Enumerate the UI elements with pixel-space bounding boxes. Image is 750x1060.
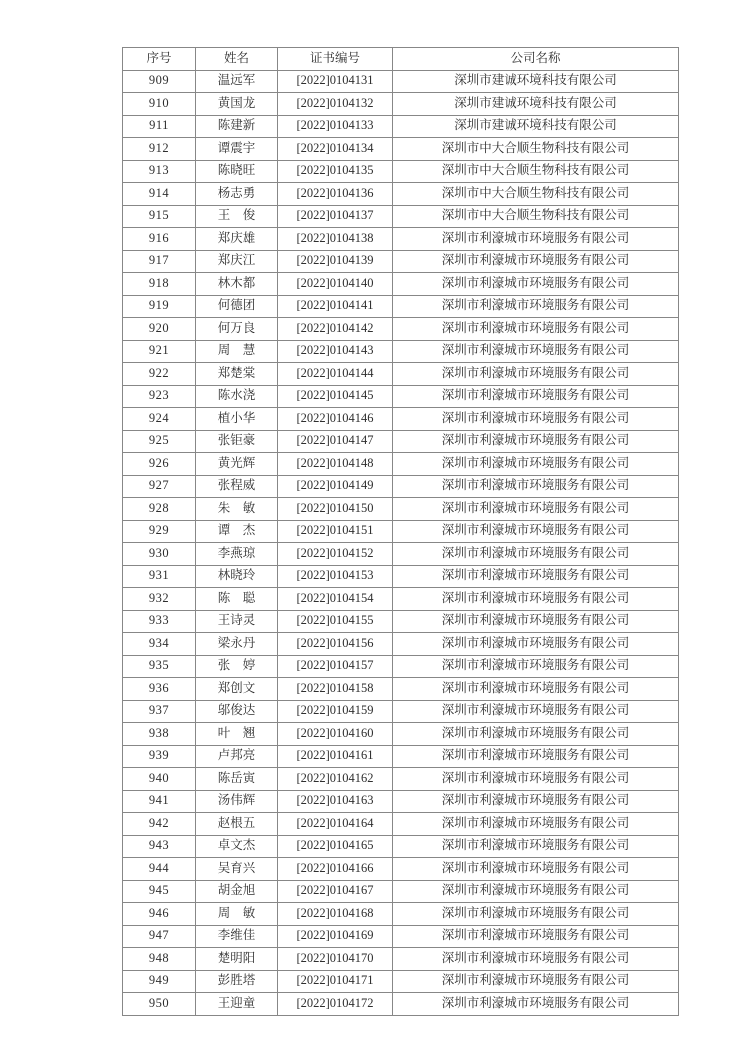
cell-name: 胡金旭 bbox=[196, 880, 278, 903]
cell-serial: 941 bbox=[123, 790, 196, 813]
table-row bbox=[123, 408, 679, 431]
cell-serial: 943 bbox=[123, 835, 196, 858]
cell-name: 郑创文 bbox=[196, 678, 278, 701]
cell-company: 深圳市利濠城市环境服务有限公司 bbox=[393, 520, 679, 543]
cell-serial: 930 bbox=[123, 543, 196, 566]
cell-serial: 918 bbox=[123, 273, 196, 296]
cell-company: 深圳市利濠城市环境服务有限公司 bbox=[393, 880, 679, 903]
cell-cert: [2022]0104162 bbox=[278, 768, 393, 791]
cell-serial: 932 bbox=[123, 588, 196, 611]
cell-company: 深圳市利濠城市环境服务有限公司 bbox=[393, 768, 679, 791]
header-person-name: 姓名 bbox=[196, 48, 278, 71]
header-company-name: 公司名称 bbox=[393, 48, 679, 71]
cell-company: 深圳市利濠城市环境服务有限公司 bbox=[393, 745, 679, 768]
cell-cert: [2022]0104168 bbox=[278, 903, 393, 926]
cell-company: 深圳市利濠城市环境服务有限公司 bbox=[393, 318, 679, 341]
table-row bbox=[123, 475, 679, 498]
cell-name: 梁永丹 bbox=[196, 633, 278, 656]
cell-company: 深圳市建诚环境科技有限公司 bbox=[393, 70, 679, 93]
cell-company: 深圳市建诚环境科技有限公司 bbox=[393, 93, 679, 116]
table-row bbox=[123, 723, 679, 746]
cell-name: 陈晓旺 bbox=[196, 160, 278, 183]
cell-name: 吴育兴 bbox=[196, 858, 278, 881]
cell-serial: 928 bbox=[123, 498, 196, 521]
cell-cert: [2022]0104166 bbox=[278, 858, 393, 881]
cell-serial: 938 bbox=[123, 723, 196, 746]
cell-name: 谭震宇 bbox=[196, 138, 278, 161]
cell-serial: 936 bbox=[123, 678, 196, 701]
cell-name: 张 婷 bbox=[196, 655, 278, 678]
table-row bbox=[123, 273, 679, 296]
cell-cert: [2022]0104163 bbox=[278, 790, 393, 813]
table-row bbox=[123, 993, 679, 1016]
cell-serial: 925 bbox=[123, 430, 196, 453]
cell-company: 深圳市利濠城市环境服务有限公司 bbox=[393, 498, 679, 521]
table-row bbox=[123, 745, 679, 768]
cell-name: 周 敏 bbox=[196, 903, 278, 926]
cell-cert: [2022]0104172 bbox=[278, 993, 393, 1016]
cell-serial: 950 bbox=[123, 993, 196, 1016]
cell-cert: [2022]0104159 bbox=[278, 700, 393, 723]
cell-name: 彭胜塔 bbox=[196, 970, 278, 993]
cell-serial: 923 bbox=[123, 385, 196, 408]
cell-name: 张钜豪 bbox=[196, 430, 278, 453]
cell-serial: 914 bbox=[123, 183, 196, 206]
table-row bbox=[123, 115, 679, 138]
cell-name: 陈水浇 bbox=[196, 385, 278, 408]
cell-serial: 909 bbox=[123, 70, 196, 93]
cell-name: 林木都 bbox=[196, 273, 278, 296]
table-header-row bbox=[123, 48, 679, 71]
cell-name: 王迎童 bbox=[196, 993, 278, 1016]
cell-name: 谭 杰 bbox=[196, 520, 278, 543]
cell-name: 叶 翘 bbox=[196, 723, 278, 746]
cell-company: 深圳市利濠城市环境服务有限公司 bbox=[393, 250, 679, 273]
cell-company: 深圳市中大合顺生物科技有限公司 bbox=[393, 160, 679, 183]
table-row bbox=[123, 430, 679, 453]
cell-serial: 921 bbox=[123, 340, 196, 363]
cell-company: 深圳市利濠城市环境服务有限公司 bbox=[393, 228, 679, 251]
table-row bbox=[123, 880, 679, 903]
cell-cert: [2022]0104157 bbox=[278, 655, 393, 678]
cell-cert: [2022]0104132 bbox=[278, 93, 393, 116]
cell-serial: 915 bbox=[123, 205, 196, 228]
cell-company: 深圳市中大合顺生物科技有限公司 bbox=[393, 183, 679, 206]
cell-name: 陈 聪 bbox=[196, 588, 278, 611]
cell-name: 温远军 bbox=[196, 70, 278, 93]
cell-name: 郑庆江 bbox=[196, 250, 278, 273]
cell-company: 深圳市利濠城市环境服务有限公司 bbox=[393, 363, 679, 386]
cell-cert: [2022]0104170 bbox=[278, 948, 393, 971]
table-row bbox=[123, 183, 679, 206]
cell-company: 深圳市利濠城市环境服务有限公司 bbox=[393, 543, 679, 566]
cell-serial: 927 bbox=[123, 475, 196, 498]
cell-serial: 916 bbox=[123, 228, 196, 251]
cell-company: 深圳市利濠城市环境服务有限公司 bbox=[393, 970, 679, 993]
cell-company: 深圳市利濠城市环境服务有限公司 bbox=[393, 655, 679, 678]
cell-cert: [2022]0104155 bbox=[278, 610, 393, 633]
cell-cert: [2022]0104146 bbox=[278, 408, 393, 431]
cell-cert: [2022]0104139 bbox=[278, 250, 393, 273]
cell-cert: [2022]0104164 bbox=[278, 813, 393, 836]
cell-cert: [2022]0104160 bbox=[278, 723, 393, 746]
cell-company: 深圳市利濠城市环境服务有限公司 bbox=[393, 273, 679, 296]
table-row bbox=[123, 250, 679, 273]
table-row bbox=[123, 318, 679, 341]
cell-company: 深圳市利濠城市环境服务有限公司 bbox=[393, 565, 679, 588]
table-row bbox=[123, 700, 679, 723]
cell-name: 张程威 bbox=[196, 475, 278, 498]
cell-name: 朱 敏 bbox=[196, 498, 278, 521]
cell-serial: 947 bbox=[123, 925, 196, 948]
cell-cert: [2022]0104133 bbox=[278, 115, 393, 138]
table-row bbox=[123, 543, 679, 566]
cell-cert: [2022]0104169 bbox=[278, 925, 393, 948]
cell-serial: 910 bbox=[123, 93, 196, 116]
cell-company: 深圳市利濠城市环境服务有限公司 bbox=[393, 588, 679, 611]
cell-serial: 939 bbox=[123, 745, 196, 768]
cell-name: 周 慧 bbox=[196, 340, 278, 363]
cell-company: 深圳市利濠城市环境服务有限公司 bbox=[393, 925, 679, 948]
cell-cert: [2022]0104149 bbox=[278, 475, 393, 498]
cell-name: 植小华 bbox=[196, 408, 278, 431]
cell-cert: [2022]0104141 bbox=[278, 295, 393, 318]
cell-cert: [2022]0104171 bbox=[278, 970, 393, 993]
cell-company: 深圳市中大合顺生物科技有限公司 bbox=[393, 138, 679, 161]
cell-cert: [2022]0104140 bbox=[278, 273, 393, 296]
cell-cert: [2022]0104161 bbox=[278, 745, 393, 768]
cell-company: 深圳市利濠城市环境服务有限公司 bbox=[393, 633, 679, 656]
cell-cert: [2022]0104150 bbox=[278, 498, 393, 521]
cell-serial: 944 bbox=[123, 858, 196, 881]
table-row bbox=[123, 903, 679, 926]
table-row bbox=[123, 70, 679, 93]
cell-serial: 935 bbox=[123, 655, 196, 678]
cell-name: 楚明阳 bbox=[196, 948, 278, 971]
cell-serial: 933 bbox=[123, 610, 196, 633]
cell-serial: 945 bbox=[123, 880, 196, 903]
cell-company: 深圳市利濠城市环境服务有限公司 bbox=[393, 790, 679, 813]
cell-serial: 924 bbox=[123, 408, 196, 431]
table-row bbox=[123, 970, 679, 993]
cell-company: 深圳市利濠城市环境服务有限公司 bbox=[393, 295, 679, 318]
table-row bbox=[123, 138, 679, 161]
table-row bbox=[123, 93, 679, 116]
table-row bbox=[123, 948, 679, 971]
cell-name: 卢邦亮 bbox=[196, 745, 278, 768]
cell-cert: [2022]0104165 bbox=[278, 835, 393, 858]
cell-serial: 929 bbox=[123, 520, 196, 543]
cell-cert: [2022]0104134 bbox=[278, 138, 393, 161]
cell-cert: [2022]0104151 bbox=[278, 520, 393, 543]
cell-name: 王 俊 bbox=[196, 205, 278, 228]
cell-name: 卓文杰 bbox=[196, 835, 278, 858]
table-row bbox=[123, 520, 679, 543]
cell-cert: [2022]0104144 bbox=[278, 363, 393, 386]
cell-name: 李维佳 bbox=[196, 925, 278, 948]
table-row bbox=[123, 453, 679, 476]
cell-cert: [2022]0104143 bbox=[278, 340, 393, 363]
table-row bbox=[123, 340, 679, 363]
table-row bbox=[123, 228, 679, 251]
table-row bbox=[123, 498, 679, 521]
table-row bbox=[123, 160, 679, 183]
cell-serial: 931 bbox=[123, 565, 196, 588]
cell-serial: 926 bbox=[123, 453, 196, 476]
cell-name: 黄国龙 bbox=[196, 93, 278, 116]
cell-company: 深圳市利濠城市环境服务有限公司 bbox=[393, 340, 679, 363]
table-row bbox=[123, 633, 679, 656]
cell-cert: [2022]0104158 bbox=[278, 678, 393, 701]
cell-cert: [2022]0104136 bbox=[278, 183, 393, 206]
table-row bbox=[123, 295, 679, 318]
cell-company: 深圳市建诚环境科技有限公司 bbox=[393, 115, 679, 138]
table-row bbox=[123, 588, 679, 611]
cell-name: 郑庆雄 bbox=[196, 228, 278, 251]
cell-cert: [2022]0104145 bbox=[278, 385, 393, 408]
cell-cert: [2022]0104154 bbox=[278, 588, 393, 611]
cell-serial: 937 bbox=[123, 700, 196, 723]
cell-cert: [2022]0104138 bbox=[278, 228, 393, 251]
cell-serial: 917 bbox=[123, 250, 196, 273]
cell-cert: [2022]0104156 bbox=[278, 633, 393, 656]
cell-cert: [2022]0104137 bbox=[278, 205, 393, 228]
table-row bbox=[123, 655, 679, 678]
cell-company: 深圳市利濠城市环境服务有限公司 bbox=[393, 813, 679, 836]
cell-company: 深圳市利濠城市环境服务有限公司 bbox=[393, 385, 679, 408]
certificate-roster-table bbox=[122, 47, 679, 1016]
cell-company: 深圳市利濠城市环境服务有限公司 bbox=[393, 858, 679, 881]
table-row bbox=[123, 363, 679, 386]
header-certificate-number: 证书编号 bbox=[278, 48, 393, 71]
cell-company: 深圳市利濠城市环境服务有限公司 bbox=[393, 903, 679, 926]
cell-company: 深圳市利濠城市环境服务有限公司 bbox=[393, 408, 679, 431]
cell-cert: [2022]0104148 bbox=[278, 453, 393, 476]
table-row bbox=[123, 790, 679, 813]
cell-name: 杨志勇 bbox=[196, 183, 278, 206]
cell-name: 赵根五 bbox=[196, 813, 278, 836]
cell-name: 王诗灵 bbox=[196, 610, 278, 633]
table-body bbox=[123, 70, 679, 1015]
table-row bbox=[123, 205, 679, 228]
table-row bbox=[123, 768, 679, 791]
table-row bbox=[123, 813, 679, 836]
cell-name: 郑楚棠 bbox=[196, 363, 278, 386]
cell-company: 深圳市利濠城市环境服务有限公司 bbox=[393, 610, 679, 633]
cell-name: 汤伟辉 bbox=[196, 790, 278, 813]
header-serial-number: 序号 bbox=[123, 48, 196, 71]
cell-serial: 946 bbox=[123, 903, 196, 926]
cell-cert: [2022]0104131 bbox=[278, 70, 393, 93]
cell-company: 深圳市利濠城市环境服务有限公司 bbox=[393, 430, 679, 453]
cell-company: 深圳市中大合顺生物科技有限公司 bbox=[393, 205, 679, 228]
cell-serial: 942 bbox=[123, 813, 196, 836]
table-row bbox=[123, 925, 679, 948]
cell-name: 陈岳寅 bbox=[196, 768, 278, 791]
cell-company: 深圳市利濠城市环境服务有限公司 bbox=[393, 723, 679, 746]
table-row bbox=[123, 678, 679, 701]
cell-company: 深圳市利濠城市环境服务有限公司 bbox=[393, 700, 679, 723]
cell-name: 何万良 bbox=[196, 318, 278, 341]
table-row bbox=[123, 610, 679, 633]
table-row bbox=[123, 835, 679, 858]
cell-name: 李燕琼 bbox=[196, 543, 278, 566]
cell-company: 深圳市利濠城市环境服务有限公司 bbox=[393, 453, 679, 476]
cell-serial: 912 bbox=[123, 138, 196, 161]
cell-company: 深圳市利濠城市环境服务有限公司 bbox=[393, 835, 679, 858]
cell-serial: 919 bbox=[123, 295, 196, 318]
cell-serial: 911 bbox=[123, 115, 196, 138]
cell-company: 深圳市利濠城市环境服务有限公司 bbox=[393, 475, 679, 498]
cell-serial: 948 bbox=[123, 948, 196, 971]
table-row bbox=[123, 565, 679, 588]
cell-cert: [2022]0104147 bbox=[278, 430, 393, 453]
table-row bbox=[123, 858, 679, 881]
cell-name: 邬俊达 bbox=[196, 700, 278, 723]
cell-serial: 934 bbox=[123, 633, 196, 656]
cell-cert: [2022]0104167 bbox=[278, 880, 393, 903]
cell-cert: [2022]0104153 bbox=[278, 565, 393, 588]
cell-cert: [2022]0104152 bbox=[278, 543, 393, 566]
cell-name: 林晓玲 bbox=[196, 565, 278, 588]
cell-serial: 920 bbox=[123, 318, 196, 341]
cell-serial: 922 bbox=[123, 363, 196, 386]
cell-name: 陈建新 bbox=[196, 115, 278, 138]
cell-cert: [2022]0104142 bbox=[278, 318, 393, 341]
cell-cert: [2022]0104135 bbox=[278, 160, 393, 183]
cell-company: 深圳市利濠城市环境服务有限公司 bbox=[393, 993, 679, 1016]
table-row bbox=[123, 385, 679, 408]
cell-name: 何德团 bbox=[196, 295, 278, 318]
cell-serial: 940 bbox=[123, 768, 196, 791]
cell-company: 深圳市利濠城市环境服务有限公司 bbox=[393, 678, 679, 701]
cell-serial: 913 bbox=[123, 160, 196, 183]
cell-company: 深圳市利濠城市环境服务有限公司 bbox=[393, 948, 679, 971]
cell-serial: 949 bbox=[123, 970, 196, 993]
cell-name: 黄光辉 bbox=[196, 453, 278, 476]
